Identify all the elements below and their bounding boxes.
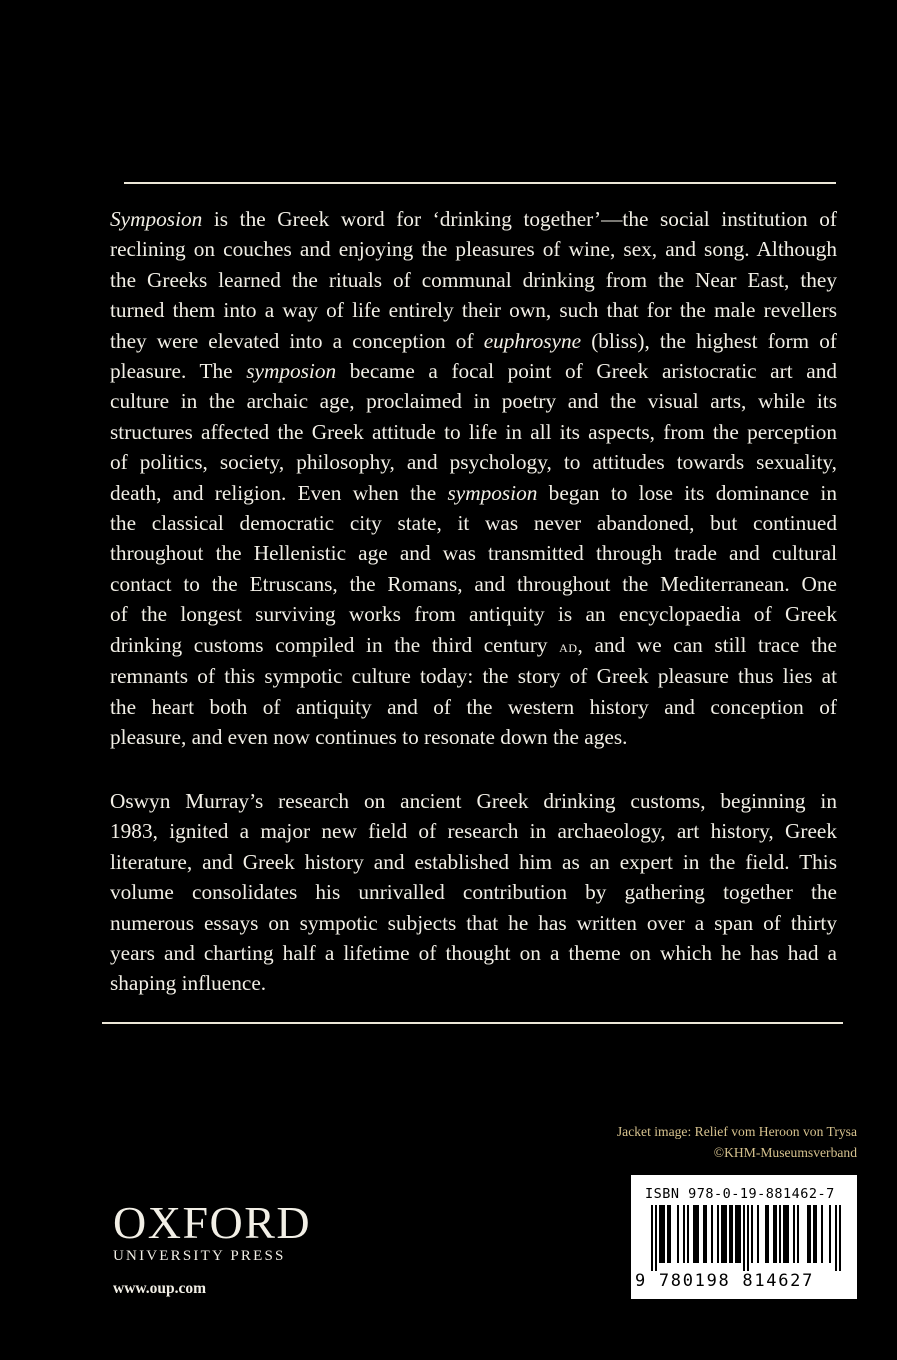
barcode-bar	[651, 1205, 653, 1271]
barcode-bar	[669, 1205, 671, 1263]
barcode-bar	[767, 1205, 769, 1263]
text-line: years and charting half a lifetime of thought on a theme on which he has had a	[110, 941, 837, 966]
barcode-digits: 9 780198 814627	[635, 1271, 815, 1291]
text-line: turned them into a way of life entirely their own, such that for the male revellers	[110, 298, 837, 323]
barcode-bar	[787, 1205, 789, 1263]
barcode-bar	[813, 1205, 815, 1263]
barcode-bar	[721, 1205, 723, 1263]
text-line: throughout the Hellenistic age and was transmitted through trade and cultural	[110, 541, 837, 566]
publisher-url: www.oup.com	[113, 1280, 207, 1297]
barcode-bar	[655, 1205, 657, 1271]
credit-line-2: ©KHM-Museumsverband	[713, 1145, 857, 1160]
barcode-bar	[731, 1205, 733, 1263]
barcode-bar	[683, 1205, 685, 1263]
barcode-bar	[829, 1205, 831, 1263]
blurb-paragraph-1	[110, 204, 837, 752]
barcode-bar	[839, 1205, 841, 1271]
barcode-bar	[697, 1205, 699, 1263]
text-line: the classical democratic city state, it was never abandoned, but continued	[110, 511, 837, 536]
oxford-university-press-logo	[113, 1197, 312, 1265]
barcode-bar	[775, 1205, 777, 1263]
text-line: remnants of this sympotic culture today: the story of Greek pleasure thus lies at	[110, 664, 837, 689]
barcode-bar	[677, 1205, 679, 1263]
barcode-bar	[743, 1205, 745, 1271]
barcode-bar	[735, 1205, 737, 1263]
text-line: the Greeks learned the rituals of communal drinking from the Near East, they	[110, 267, 837, 292]
barcode-bar	[703, 1205, 705, 1263]
text-line: structures affected the Greek attitude to life in all its aspects, from the perception	[110, 419, 837, 444]
text-line: the heart both of antiquity and of the western history and conception of	[110, 694, 837, 719]
text-line: Oswyn Murray’s research on ancient Greek drinking customs, beginning in	[110, 789, 837, 813]
text-line: reclining on couches and enjoying the pleasures of wine, sex, and song. Although	[110, 237, 837, 262]
text-line: volume consolidates his unrivalled contribution by gathering together the	[110, 880, 837, 905]
text-line: Symposion is the Greek word for ‘drinking together’—the social institution of	[110, 207, 837, 231]
barcode-bar	[773, 1205, 775, 1263]
barcode-bar	[779, 1205, 781, 1263]
text-line: numerous essays on sympotic subjects that he has written over a span of thirty	[110, 910, 837, 935]
text-line: they were elevated into a conception of euphrosyne (bliss), the highest form of	[110, 328, 837, 353]
barcode-bar	[835, 1205, 837, 1271]
text-line: of the longest surviving works from antiquity is an encyclopaedia of Greek	[110, 602, 837, 627]
barcode-bar	[729, 1205, 731, 1263]
isbn-barcode	[631, 1175, 857, 1299]
barcode-bar	[693, 1205, 695, 1263]
barcode-bar	[725, 1205, 727, 1263]
barcode-bar	[663, 1205, 665, 1263]
barcode-bar	[815, 1205, 817, 1263]
barcode-bar	[739, 1205, 741, 1263]
text-line: 1983, ignited a major new field of research in archaeology, art history, Greek	[110, 819, 837, 844]
isbn-label: ISBN 978-0-19-881462-7	[645, 1186, 835, 1202]
barcode-bar	[751, 1205, 753, 1263]
text-line: pleasure. The symposion became a focal point of Greek aristocratic art and	[110, 359, 837, 384]
logo-wordmark: OXFORD	[113, 1197, 312, 1248]
barcode-bar	[793, 1205, 795, 1263]
barcode-bar	[695, 1205, 697, 1263]
credit-line-1: Jacket image: Relief vom Heroon von Trysa	[616, 1124, 857, 1139]
top-divider-rule	[124, 182, 836, 184]
barcode-bar	[705, 1205, 707, 1263]
barcode-bar	[757, 1205, 759, 1263]
barcode-bar	[711, 1205, 713, 1263]
text-line: pleasure, and even now continues to resonate down the ages.	[110, 724, 628, 749]
text-line: culture in the archaic age, proclaimed in poetry and the visual arts, while its	[110, 389, 837, 414]
barcode-bar	[807, 1205, 809, 1263]
barcode-bar	[747, 1205, 749, 1271]
barcode-bar	[661, 1205, 663, 1263]
barcode-bar	[821, 1205, 823, 1263]
text-line: death, and religion. Even when the symposion began to lose its dominance in	[110, 480, 837, 505]
barcode-bar	[783, 1205, 785, 1263]
text-line: shaping influence.	[110, 971, 267, 996]
text-line: contact to the Etruscans, the Romans, and throughout the Mediterranean. One	[110, 571, 837, 596]
barcode-bar	[737, 1205, 739, 1263]
bottom-divider-rule	[102, 1022, 843, 1024]
barcode-bars	[641, 1205, 847, 1271]
barcode-bar	[667, 1205, 669, 1263]
blurb-paragraph-2	[110, 786, 837, 999]
barcode-bar	[809, 1205, 811, 1263]
text-line: of politics, society, philosophy, and psychology, to attitudes towards sexuality,	[110, 450, 837, 475]
barcode-bar	[687, 1205, 689, 1263]
text-line: literature, and Greek history and established him as an expert in the field. This	[110, 849, 837, 874]
barcode-bar	[785, 1205, 787, 1263]
barcode-bar	[797, 1205, 799, 1263]
barcode-bar	[717, 1205, 719, 1263]
barcode-bar	[723, 1205, 725, 1263]
logo-subtitle: UNIVERSITY PRESS	[113, 1248, 286, 1264]
jacket-image-credit	[617, 1121, 857, 1163]
text-line: drinking customs compiled in the third century ad, and we can still trace the	[110, 632, 837, 657]
barcode-bar	[765, 1205, 767, 1263]
barcode-bar	[659, 1205, 661, 1263]
